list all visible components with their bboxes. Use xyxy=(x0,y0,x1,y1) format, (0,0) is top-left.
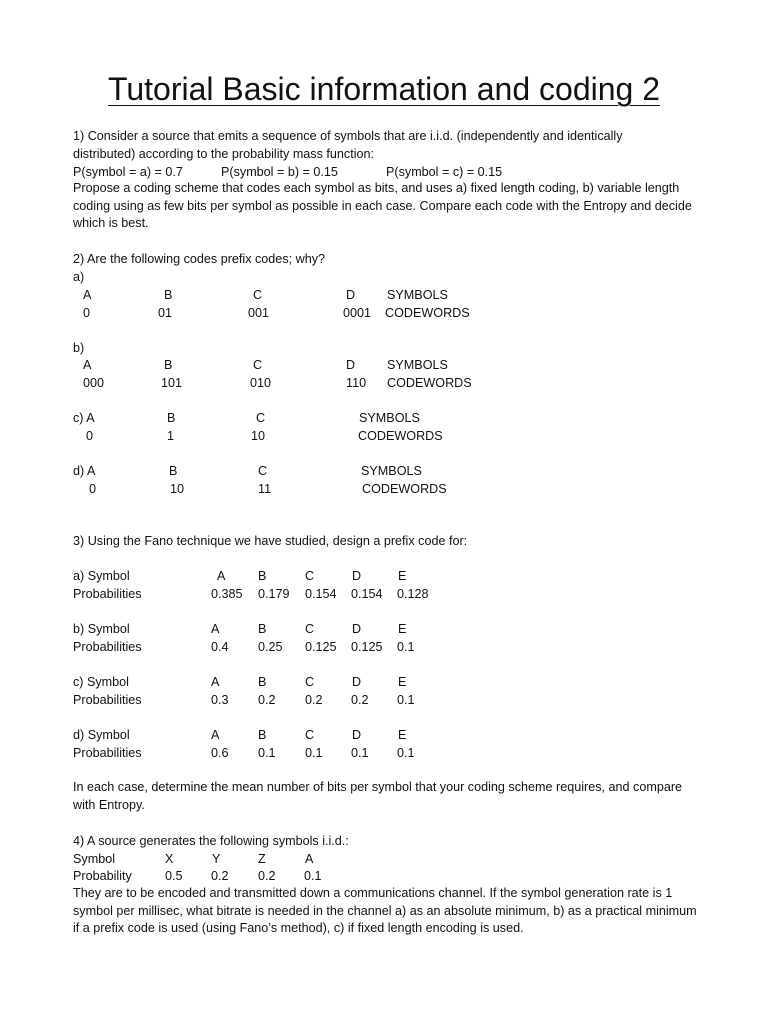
q2d-symbol: B xyxy=(169,464,178,478)
q2c-code: 1 xyxy=(167,429,175,443)
q4-symbol: X xyxy=(165,852,174,866)
q2b-symbol: A xyxy=(83,358,92,372)
q3d-symbol: B xyxy=(258,728,267,742)
q3d-prob: 0.1 xyxy=(397,746,415,760)
q1-prob-a: P(symbol = a) = 0.7 xyxy=(73,165,183,179)
q3b-symbol: B xyxy=(258,622,267,636)
q3c-prob: 0.2 xyxy=(351,693,369,707)
q4-question: 4) A source generates the following symbols i.i.d.: xyxy=(73,834,349,848)
q4-prob: 0.1 xyxy=(304,869,322,883)
q4-symbol: Z xyxy=(258,852,266,866)
q2a-label: a) xyxy=(73,270,85,284)
q2d-code: 11 xyxy=(258,482,272,496)
q3d-prob-label: Probabilities xyxy=(73,746,142,760)
q3b-prob: 0.125 xyxy=(351,640,383,654)
q2c-codes-tag: CODEWORDS xyxy=(358,429,443,443)
q2b-symbol: B xyxy=(164,358,173,372)
q3a-symbol: B xyxy=(258,569,267,583)
q2c-symbols-tag: SYMBOLS xyxy=(359,411,420,425)
q2d-codes-tag: CODEWORDS xyxy=(362,482,447,496)
q2-question: 2) Are the following codes prefix codes; why? xyxy=(73,252,326,266)
q1-prob-b: P(symbol = b) = 0.15 xyxy=(221,165,338,179)
q2d-code: 0 xyxy=(89,482,97,496)
q2c-symbol: C xyxy=(256,411,266,425)
q2a-code: 001 xyxy=(248,306,270,320)
q2b-symbol: C xyxy=(253,358,263,372)
q3d-prob: 0.6 xyxy=(211,746,229,760)
q4-prob-label: Probability xyxy=(73,869,132,883)
q2a-code: 0 xyxy=(83,306,91,320)
q3b-prob: 0.125 xyxy=(305,640,337,654)
q3b-prob: 0.25 xyxy=(258,640,283,654)
q2c-label: c) A xyxy=(73,411,95,425)
q3c-symbol-label: c) Symbol xyxy=(73,675,129,689)
q2a-code: 0001 xyxy=(343,306,372,320)
q3d-symbol-label: d) Symbol xyxy=(73,728,130,742)
q3b-symbol-label: b) Symbol xyxy=(73,622,130,636)
q3c-symbol: D xyxy=(352,675,362,689)
q4-prob: 0.2 xyxy=(211,869,229,883)
q3c-symbol: A xyxy=(211,675,220,689)
q2a-symbol: B xyxy=(164,288,173,302)
q1-body: Propose a coding scheme that codes each symbol as bits, and uses a) fixed length coding, b) variable length coding using as few bits per symbol as possible in each case. Compare each code with the Entropy and decide which is best. xyxy=(73,181,692,231)
q2a-codes-tag: CODEWORDS xyxy=(385,306,470,320)
q4-symbol: Y xyxy=(212,852,221,866)
q3c-symbol: C xyxy=(305,675,315,689)
q3d-symbol: D xyxy=(352,728,362,742)
q2b-symbols-tag: SYMBOLS xyxy=(387,358,448,372)
q4-symbol: A xyxy=(305,852,314,866)
q2a-code: 01 xyxy=(158,306,173,320)
q2d-symbol: C xyxy=(258,464,268,478)
q3-question: 3) Using the Fano technique we have studied, design a prefix code for: xyxy=(73,534,468,548)
q1-line2: distributed) according to the probability mass function: xyxy=(73,147,375,161)
q3b-prob: 0.4 xyxy=(211,640,229,654)
q3a-symbol: E xyxy=(398,569,407,583)
q2b-codes-tag: CODEWORDS xyxy=(387,376,472,390)
q3a-prob: 0.154 xyxy=(305,587,337,601)
q3b-symbol: A xyxy=(211,622,220,636)
q2c-code: 0 xyxy=(86,429,94,443)
q1-line1: 1) Consider a source that emits a sequence of symbols that are i.i.d. (independently and identically xyxy=(73,129,623,143)
q2d-code: 10 xyxy=(170,482,185,496)
q2b-label: b) xyxy=(73,341,85,355)
q3b-symbol: D xyxy=(352,622,362,636)
q3c-prob: 0.2 xyxy=(258,693,276,707)
q3c-prob-label: Probabilities xyxy=(73,693,142,707)
q2c-code: 10 xyxy=(251,429,266,443)
q2a-symbol: A xyxy=(83,288,92,302)
q4-prob: 0.2 xyxy=(258,869,276,883)
q3a-symbol: A xyxy=(217,569,226,583)
q2b-code: 101 xyxy=(161,376,183,390)
q3b-symbol: E xyxy=(398,622,407,636)
q3a-symbol: D xyxy=(352,569,362,583)
q2a-symbols-tag: SYMBOLS xyxy=(387,288,448,302)
q3a-prob: 0.154 xyxy=(351,587,383,601)
q4-body: They are to be encoded and transmitted down a communications channel. If the symbol generation rate is 1 symbol per millisec, what bitrate is needed in the channel a) as an absolute minimum, b) as a practical minimum if a prefix code is used (using Fano’s method), c) if fixed length encoding is used. xyxy=(73,886,697,936)
q3b-prob-label: Probabilities xyxy=(73,640,142,654)
q3c-symbol: B xyxy=(258,675,267,689)
q3d-symbol: C xyxy=(305,728,315,742)
q3a-prob: 0.385 xyxy=(211,587,243,601)
q3b-prob: 0.1 xyxy=(397,640,415,654)
q3a-prob-label: Probabilities xyxy=(73,587,142,601)
q3a-symbol: C xyxy=(305,569,315,583)
q4-symbol-label: Symbol xyxy=(73,852,115,866)
q3c-prob: 0.1 xyxy=(397,693,415,707)
q2b-code: 010 xyxy=(250,376,272,390)
q3d-prob: 0.1 xyxy=(258,746,276,760)
document-title: Tutorial Basic information and coding 2 xyxy=(108,71,660,107)
q2b-symbol: D xyxy=(346,358,356,372)
q4-prob: 0.5 xyxy=(165,869,183,883)
q3d-prob: 0.1 xyxy=(351,746,369,760)
q2b-code: 000 xyxy=(83,376,105,390)
q3c-prob: 0.2 xyxy=(305,693,323,707)
q2c-symbol: B xyxy=(167,411,176,425)
q3a-symbol-label: a) Symbol xyxy=(73,569,130,583)
q3d-symbol: E xyxy=(398,728,407,742)
q2d-symbols-tag: SYMBOLS xyxy=(361,464,422,478)
q2d-label: d) A xyxy=(73,464,96,478)
q3a-prob: 0.179 xyxy=(258,587,290,601)
q3a-prob: 0.128 xyxy=(397,587,429,601)
q2a-symbol: D xyxy=(346,288,356,302)
q2a-symbol: C xyxy=(253,288,263,302)
q3d-symbol: A xyxy=(211,728,220,742)
q3b-symbol: C xyxy=(305,622,315,636)
q2b-code: 110 xyxy=(346,376,367,390)
q3c-prob: 0.3 xyxy=(211,693,229,707)
q1-prob-c: P(symbol = c) = 0.15 xyxy=(386,165,503,179)
q3d-prob: 0.1 xyxy=(305,746,323,760)
q3-followup: In each case, determine the mean number of bits per symbol that your coding scheme requires, and compare with Entropy. xyxy=(73,780,683,812)
q3c-symbol: E xyxy=(398,675,407,689)
